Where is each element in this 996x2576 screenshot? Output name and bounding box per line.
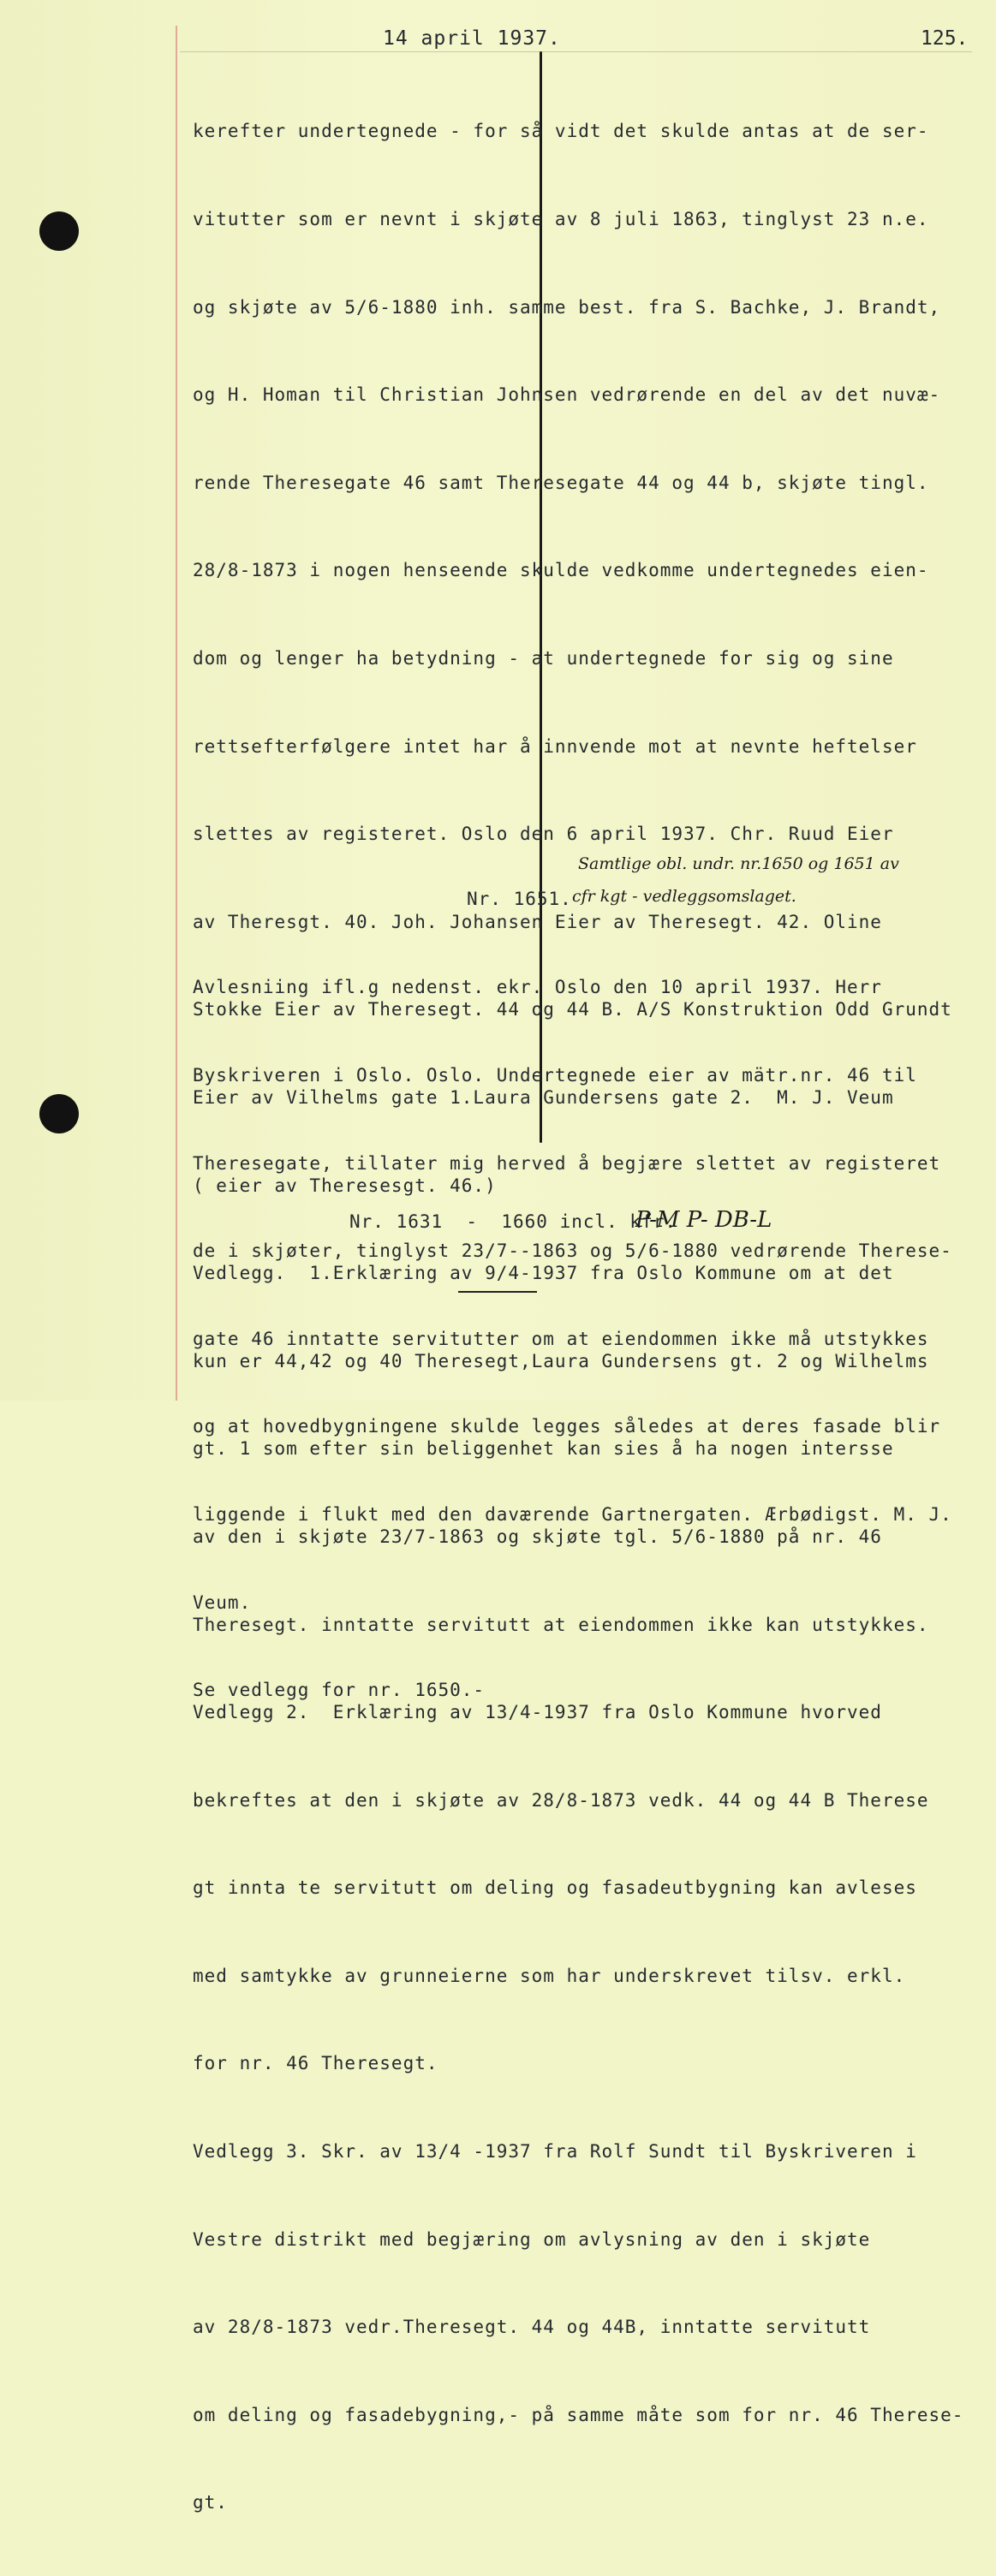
text-line: kerefter undertegnede - for så vidt det skulde antas at de ser-	[193, 121, 929, 142]
text-line: kun er 44,42 og 40 Theresegt,Laura Gundersens gt. 2 og Wilhelms	[193, 1350, 929, 1371]
page-date: 14 april 1937.	[383, 27, 561, 50]
handwritten-annotation-right: Samtlige obl. undr. nr.1650 og 1651 av	[578, 854, 899, 873]
text-line: av 28/8-1873 vedr.Theresegt. 44 og 44B, inntatte servitutt	[193, 2317, 871, 2338]
text-line: Vedlegg. 1.Erklæring av 9/4-1937 fra Oslo Kommune om at det	[193, 1263, 894, 1284]
text-line: 28/8-1873 i nogen henseende skulde vedkomme undertegnedes eien-	[193, 560, 929, 581]
text-line: Vedlegg 2. Erklæring av 13/4-1937 fra Oslo Kommune hvorved	[193, 1702, 882, 1723]
text-line: gate 46 inntatte servitutter om at eiendommen ikke må utstykkes	[193, 1328, 929, 1349]
text-line: Vedlegg 3. Skr. av 13/4 -1937 fra Rolf Sundt til Byskriveren i	[193, 2141, 917, 2163]
text-line: vitutter som er nevnt i skjøte av 8 juli 1863, tinglyst 23 n.e.	[193, 209, 929, 229]
text-line: Se vedlegg for nr. 1650.-	[193, 1680, 486, 1701]
text-line: Theresegt. inntatte servitutt at eiendommen ikke kan utstykkes.	[193, 1614, 929, 1635]
text-line: Byskriveren i Oslo. Oslo. Undertegnede eier av mätr.nr. 46 til	[193, 1065, 917, 1086]
entry-number: Nr. 1651.	[467, 889, 572, 909]
text-block-part2	[193, 914, 972, 1764]
text-line: Theresegate, tillater mig herved å begjære slettet av registeret	[193, 1152, 941, 1174]
footer-reference: Nr. 1631 - 1660 incl. kfr.	[349, 1211, 677, 1232]
text-line: gt.	[193, 2492, 228, 2514]
text-line: gt innta te servitutt om deling og fasadeutbygning kan avleses	[193, 1877, 917, 1899]
text-line: rettsefterfølgere intet har å innvende mot at nevnte heftelser	[193, 735, 917, 757]
text-line: for nr. 46 Theresegt.	[193, 2053, 438, 2074]
text-line: og skjøte av 5/6-1880 inh. samme best. fra S. Bachke, J. Brandt,	[193, 296, 941, 318]
punch-hole-bottom	[39, 1094, 79, 1133]
text-line: gt. 1 som efter sin beliggenhet kan sies å ha nogen intersse	[193, 1438, 894, 1460]
text-line: om deling og fasadebygning,- på samme måte som for nr. 46 Therese-	[193, 2404, 964, 2425]
handwritten-signature: P-M P- DB-L	[635, 1207, 772, 1233]
text-line: ( eier av Theresesgt. 46.)	[193, 1175, 497, 1196]
text-line: Avlesniing ifl.g nedenst. ekr. Oslo den 10 april 1937. Herr	[193, 977, 882, 998]
red-margin-line	[176, 26, 177, 1401]
text-line: slettes av registeret. Oslo den 6 april 1937. Chr. Ruud Eier	[193, 824, 894, 845]
text-line: de i skjøter, tinglyst 23/7--1863 og 5/6-1880 vedrørende Therese-	[193, 1240, 952, 1262]
page-number: 125.	[921, 27, 969, 50]
text-line: Vestre distrikt med begjæring om avlysning av den i skjøte	[193, 2228, 871, 2250]
closing-rule	[458, 1291, 537, 1293]
text-line: og H. Homan til Christian Johnsen vedrørende en del av det nuvæ-	[193, 384, 941, 406]
text-line: Eier av Vilhelms gate 1.Laura Gundersens gate 2. M. J. Veum	[193, 1086, 894, 1108]
punch-hole-top	[39, 211, 79, 251]
text-line: Stokke Eier av Theresegt. 44 og 44 B. A/S Konstruktion Odd Grundt	[193, 999, 952, 1020]
text-line: Veum.	[193, 1591, 252, 1613]
text-line: liggende i flukt med den daværende Gartnergaten. Ærbødigst. M. J.	[193, 1503, 952, 1525]
handwritten-annotation-entry: cfr kgt - vedleggsomslaget.	[572, 887, 796, 906]
text-line: med samtykke av grunneierne som har underskrevet tilsv. erkl.	[193, 1965, 906, 1986]
text-line: bekreftes at den i skjøte av 28/8-1873 vedk. 44 og 44 B Therese	[193, 1789, 929, 1811]
text-line: av den i skjøte 23/7-1863 og skjøte tgl. 5/6-1880 på nr. 46	[193, 1526, 882, 1547]
text-line: av Theresgt. 40. Joh. Johansen Eier av Theresegt. 42. Oline	[193, 911, 882, 932]
text-line: dom og lenger ha betydning - at undertegnede for sig og sine	[193, 647, 894, 669]
text-line: og at hovedbygningene skulde legges således at deres fasade blir	[193, 1416, 941, 1437]
top-rule	[180, 51, 972, 52]
text-line: rende Theresegate 46 samt Theresegate 44 og 44 b, skjøte tingl.	[193, 472, 929, 493]
